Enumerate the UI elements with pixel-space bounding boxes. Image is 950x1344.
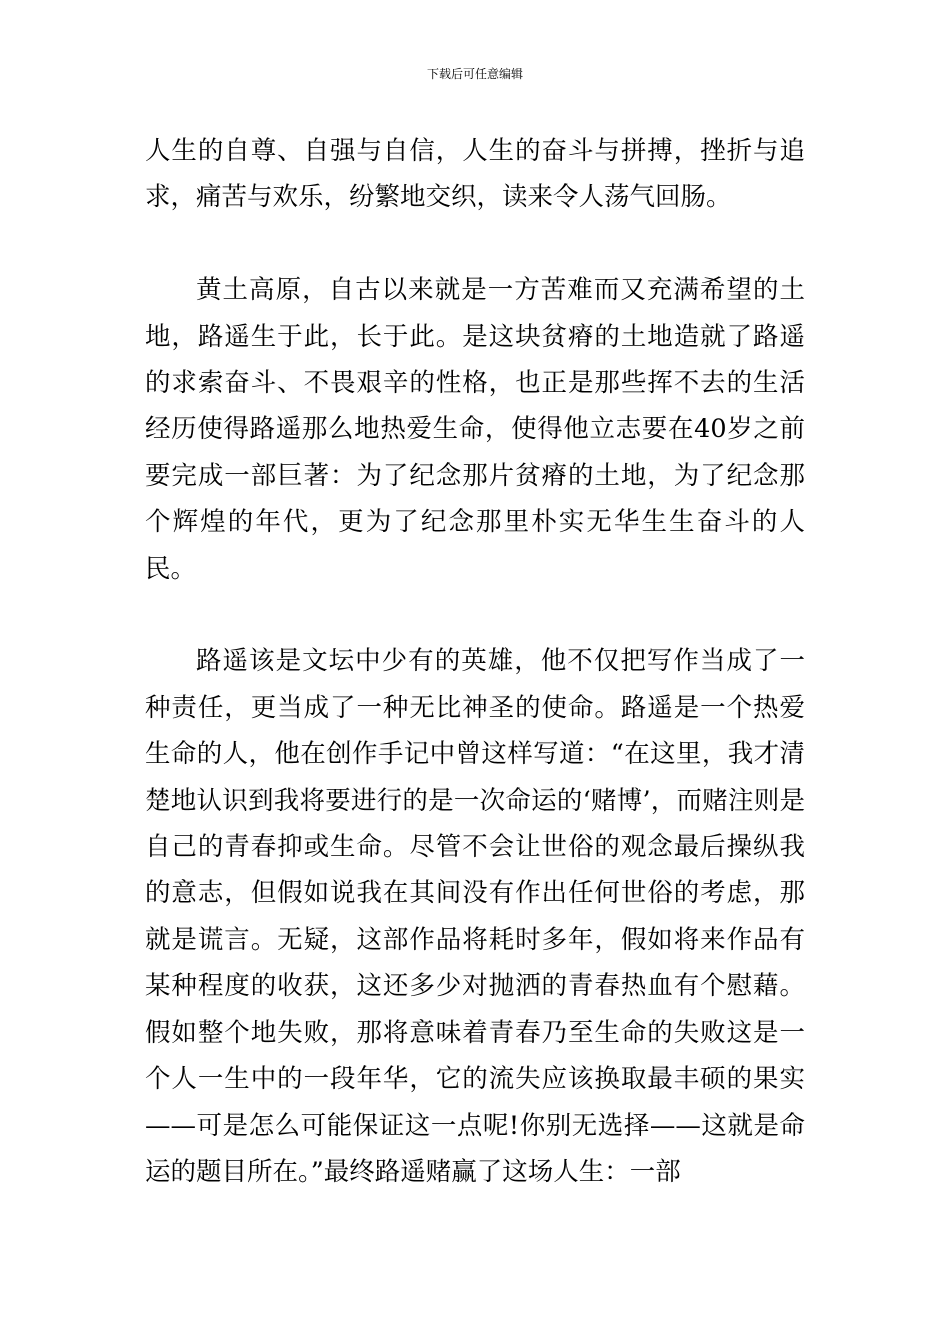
document-body: [145, 128, 805, 1195]
paragraph-gap: [145, 221, 805, 267]
page-header: 下载后可任意编辑: [426, 67, 523, 81]
paragraph-2: 黄土高原，自古以来就是一方苦难而又充满希望的土地，路遥生于此，长于此。是这块贫瘠的土地造就了路遥的求索奋斗、不畏艰辛的性格，也正是那些挥不去的生活经历使得路遥那么地热爱生命，使得他立志要在40岁之前要完成一部巨著：为了纪念那片贫瘠的土地，为了纪念那个辉煌的年代，更为了纪念那里朴实无华生生奋斗的人民。: [145, 275, 805, 584]
paragraph-gap: [145, 592, 805, 638]
paragraph-3: 路遥该是文坛中少有的英雄，他不仅把写作当成了一种责任，更当成了一种无比神圣的使命。路遥是一个热爱生命的人，他在创作手记中曾这样写道：“在这里，我才清楚地认识到我将要进行的是一次命运的‘赌博’，而赌注则是自己的青春抑或生命。尽管不会让世俗的观念最后操纵我的意志，但假如说我在其间没有作出任何世俗的考虑，那就是谎言。无疑，这部作品将耗时多年，假如将来作品有某种程度的收获，这还多少对抛洒的青春热血有个慰藉。假如整个地失败，那将意味着青春乃至生命的失败这是一个人一生中的一段年华，它的流失应该换取最丰硕的果实——可是怎么可能保证这一点呢!你别无选择——这就是命运的题目所在。”最终路遥赌赢了这场人生：一部: [145, 646, 805, 1187]
paragraph-1: 人生的自尊、自强与自信，人生的奋斗与拼搏，挫折与追求，痛苦与欢乐，纷繁地交织，读来令人荡气回肠。: [145, 136, 805, 213]
